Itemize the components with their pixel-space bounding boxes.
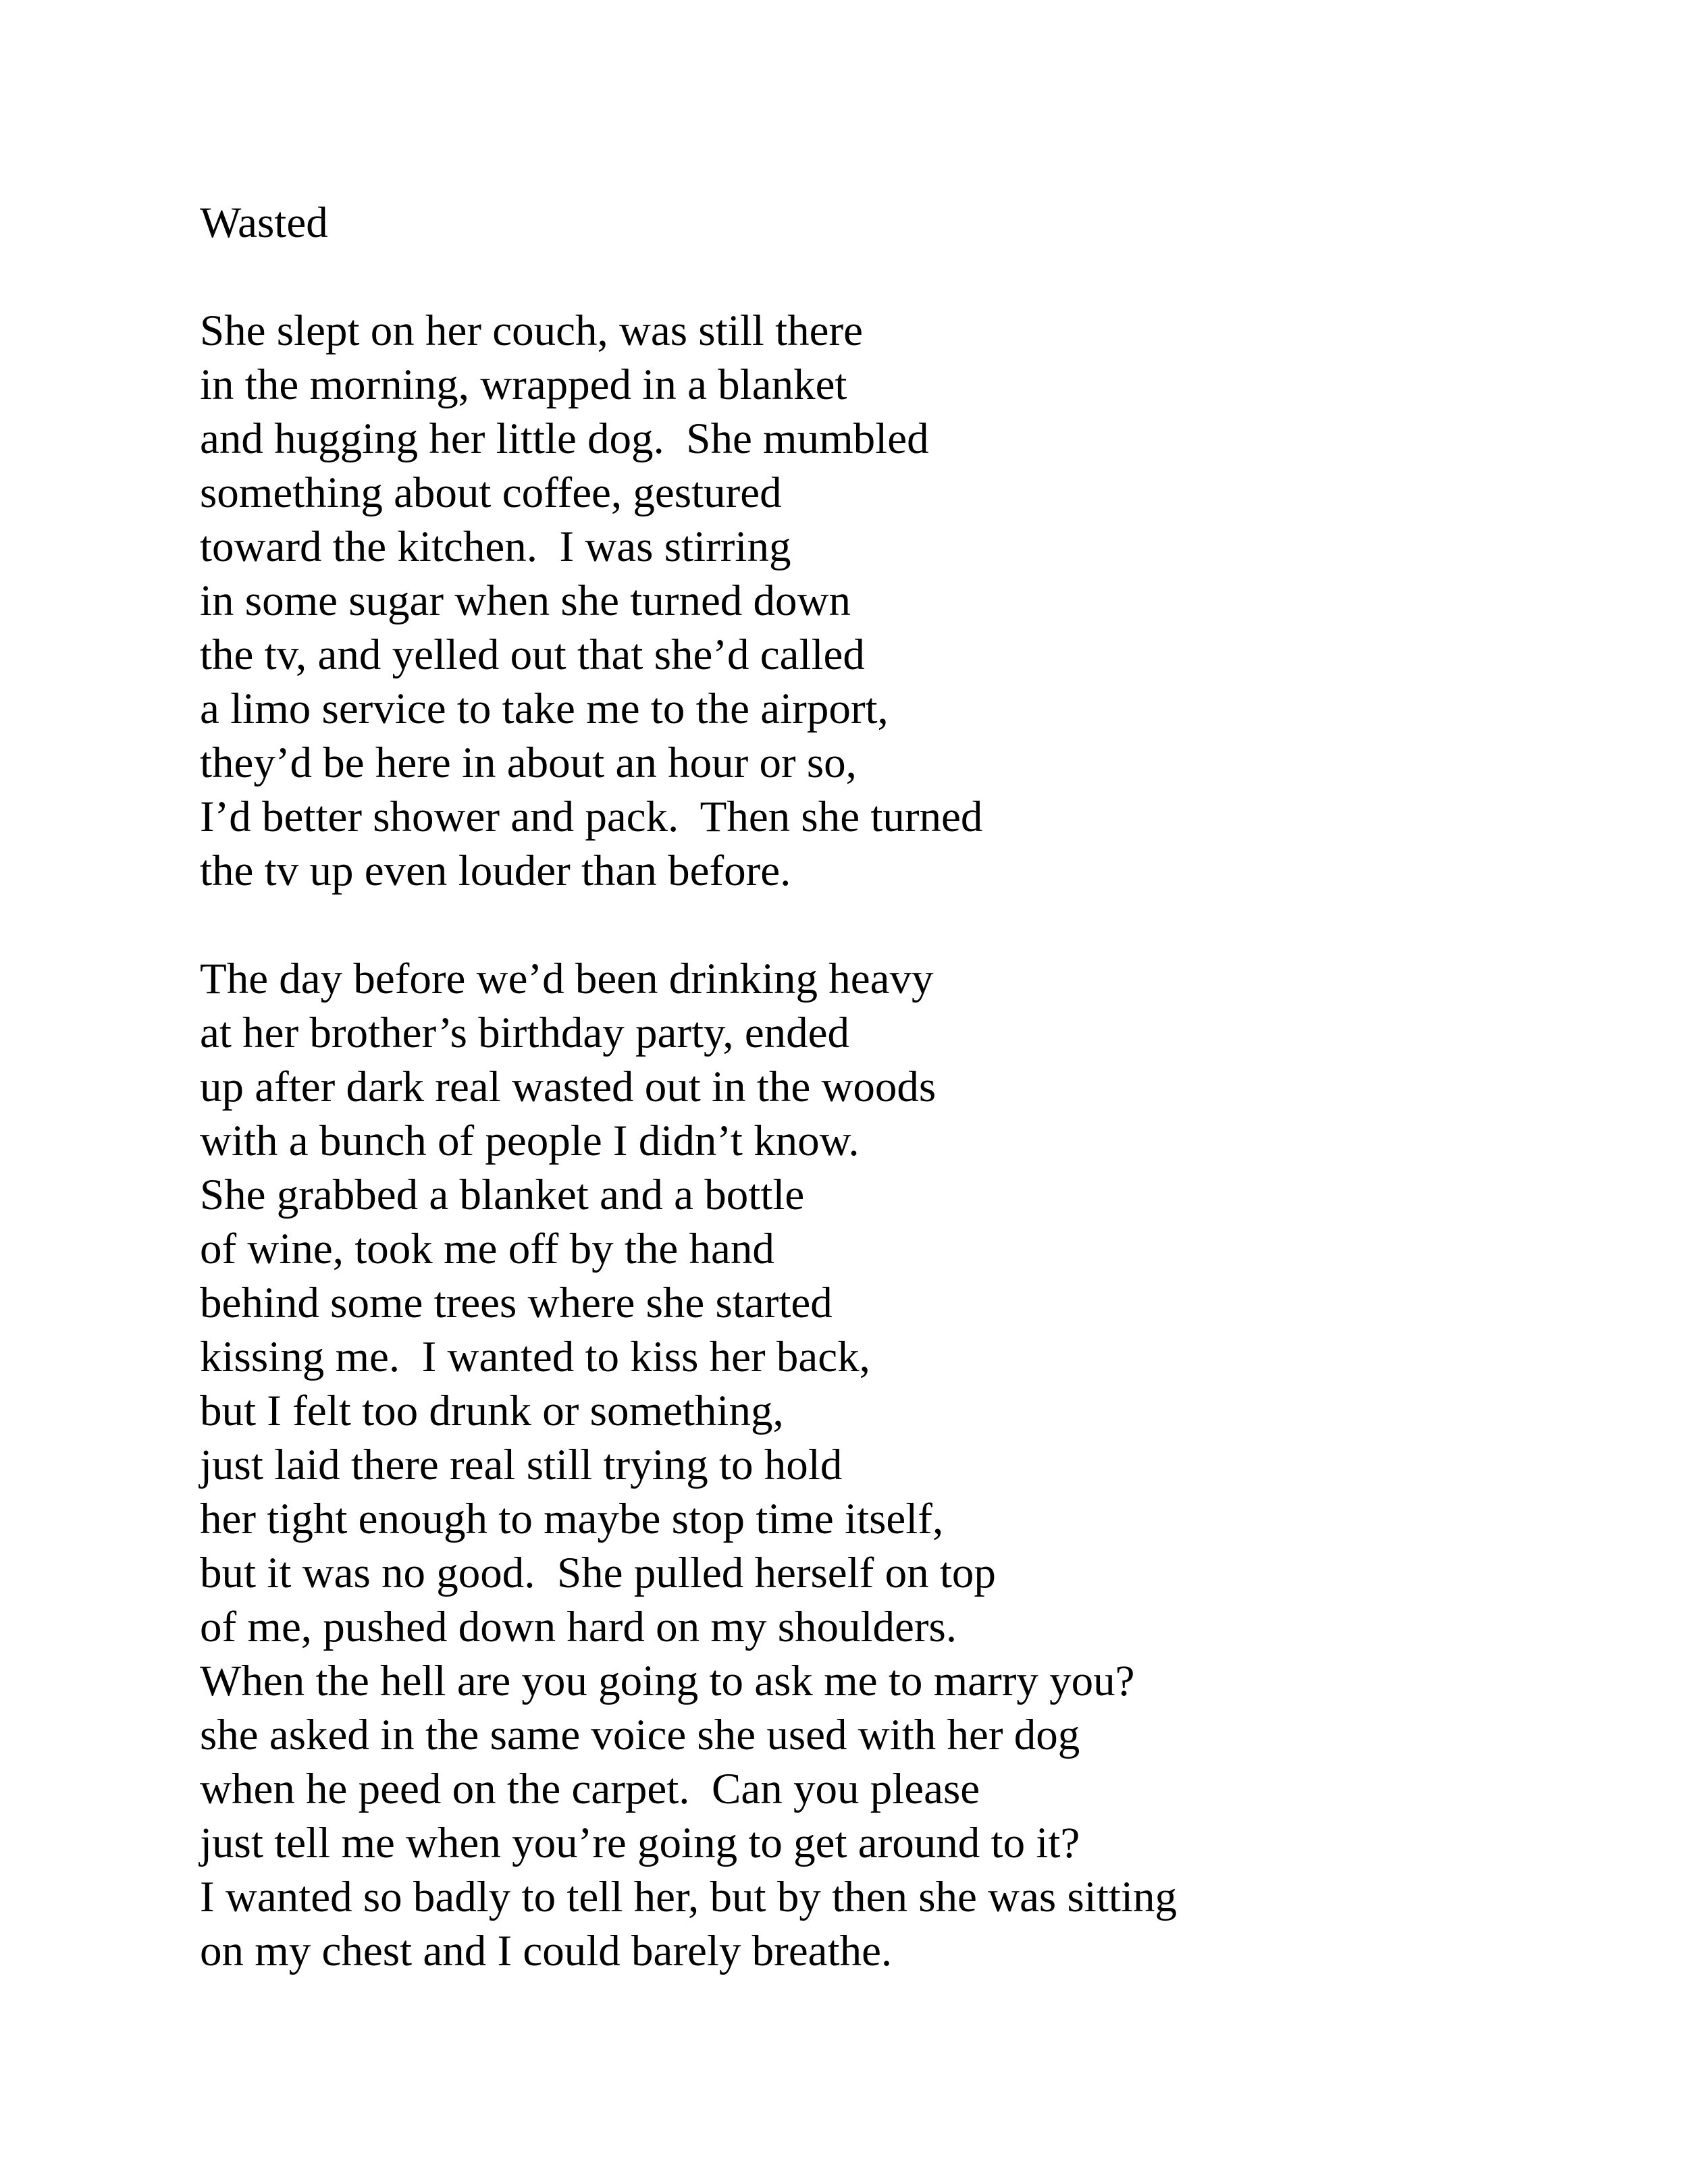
poem-line: in the morning, wrapped in a blanket bbox=[200, 361, 847, 409]
poem-line: on my chest and I could barely breathe. bbox=[200, 1927, 893, 1975]
poem-line: in some sugar when she turned down bbox=[200, 577, 851, 625]
poem-line: but it was no good. She pulled herself on top bbox=[200, 1549, 996, 1597]
poem-line: with a bunch of people I didn’t know. bbox=[200, 1117, 860, 1165]
stanza-1 bbox=[200, 304, 1550, 898]
poem-line: the tv up even louder than before. bbox=[200, 847, 791, 895]
poem-line: a limo service to take me to the airport, bbox=[200, 685, 889, 733]
poem-line: she asked in the same voice she used with her dog bbox=[200, 1711, 1080, 1759]
poem-line: behind some trees where she started bbox=[200, 1279, 833, 1327]
poem-line: the tv, and yelled out that she’d called bbox=[200, 631, 865, 679]
poem bbox=[200, 196, 1550, 1978]
poem-line: of wine, took me off by the hand bbox=[200, 1225, 774, 1273]
poem-line: I’d better shower and pack. Then she turned bbox=[200, 793, 983, 841]
poem-line: She grabbed a blanket and a bottle bbox=[200, 1171, 805, 1219]
poem-line: something about coffee, gestured bbox=[200, 469, 782, 517]
poem-line: She slept on her couch, was still there bbox=[200, 307, 863, 355]
poem-line: up after dark real wasted out in the woods bbox=[200, 1063, 937, 1111]
poem-line: when he peed on the carpet. Can you please bbox=[200, 1765, 980, 1813]
poem-line: The day before we’d been drinking heavy bbox=[200, 955, 934, 1003]
poem-line: but I felt too drunk or something, bbox=[200, 1387, 784, 1435]
stanza-gap bbox=[200, 250, 1550, 304]
poem-line: at her brother’s birthday party, ended bbox=[200, 1009, 850, 1057]
poem-line: When the hell are you going to ask me to marry you? bbox=[200, 1657, 1135, 1705]
poem-line: just laid there real still trying to hold bbox=[200, 1441, 843, 1489]
poem-line: and hugging her little dog. She mumbled bbox=[200, 415, 929, 463]
poem-line: her tight enough to maybe stop time itself, bbox=[200, 1495, 944, 1543]
stanza-gap bbox=[200, 898, 1550, 952]
poem-line: of me, pushed down hard on my shoulders. bbox=[200, 1603, 957, 1651]
poem-line: they’d be here in about an hour or so, bbox=[200, 739, 857, 787]
stanza-2 bbox=[200, 952, 1550, 1978]
poem-line: kissing me. I wanted to kiss her back, bbox=[200, 1333, 870, 1381]
poem-line: I wanted so badly to tell her, but by then she was sitting bbox=[200, 1873, 1178, 1921]
poem-line: toward the kitchen. I was stirring bbox=[200, 523, 791, 571]
poem-title: Wasted bbox=[200, 198, 328, 247]
poem-line: just tell me when you’re going to get around to it? bbox=[200, 1819, 1080, 1867]
